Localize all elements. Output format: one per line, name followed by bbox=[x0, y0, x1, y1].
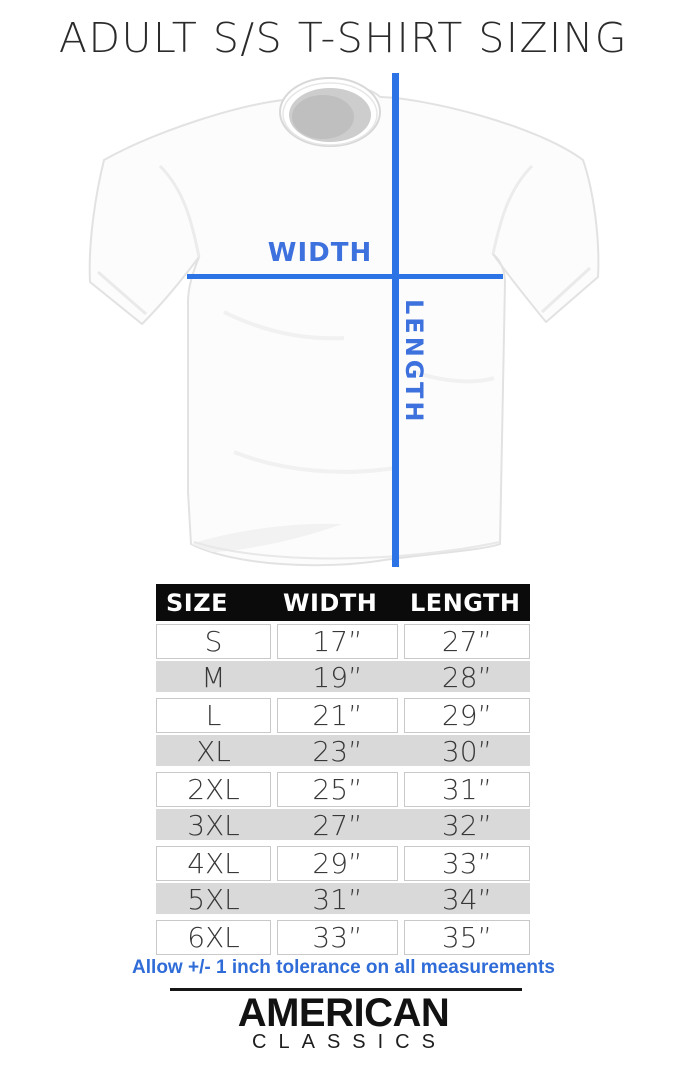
cell-size: 5XL bbox=[187, 883, 240, 916]
table-row bbox=[156, 695, 530, 732]
cell-length: 29” bbox=[404, 698, 530, 733]
header-cell-size: SIZE bbox=[166, 588, 229, 617]
header-cell-width: WIDTH bbox=[283, 588, 378, 617]
cell-length: 34” bbox=[441, 883, 493, 916]
table-row bbox=[156, 843, 530, 880]
cell-length: 27” bbox=[404, 624, 530, 659]
cell-size: S bbox=[156, 624, 271, 659]
table-body bbox=[156, 621, 530, 954]
length-measure-line bbox=[392, 73, 399, 567]
width-measure-line bbox=[187, 274, 503, 279]
length-label: LENGTH bbox=[400, 299, 428, 425]
brand-name: AMERICAN bbox=[237, 991, 450, 1035]
cell-length: 33” bbox=[404, 846, 530, 881]
cell-size: L bbox=[156, 698, 271, 733]
cell-size: 3XL bbox=[187, 809, 240, 842]
brand-subname: CLASSICS bbox=[252, 1031, 447, 1053]
cell-length: 30” bbox=[441, 735, 493, 768]
cell-size: 2XL bbox=[156, 772, 271, 807]
table-header bbox=[156, 584, 530, 621]
cell-width: 17” bbox=[277, 624, 398, 659]
cell-width: 19” bbox=[312, 661, 363, 694]
cell-size: 4XL bbox=[156, 846, 271, 881]
table-row bbox=[156, 769, 530, 806]
cell-size: 6XL bbox=[156, 920, 271, 955]
tshirt-illustration bbox=[84, 72, 604, 572]
cell-size: XL bbox=[196, 735, 231, 768]
table-row bbox=[156, 917, 530, 954]
size-table bbox=[156, 584, 530, 954]
cell-width: 23” bbox=[312, 735, 363, 768]
cell-size: M bbox=[201, 661, 226, 694]
cell-length: 28” bbox=[441, 661, 493, 694]
cell-length: 32” bbox=[441, 809, 493, 842]
table-row bbox=[156, 732, 530, 769]
cell-width: 33” bbox=[277, 920, 398, 955]
cell-width: 27” bbox=[312, 809, 363, 842]
header-cell-length: LENGTH bbox=[410, 588, 521, 617]
page-title: ADULT S/S T-SHIRT SIZING bbox=[58, 14, 629, 62]
width-label: WIDTH bbox=[267, 238, 373, 268]
table-row bbox=[156, 658, 530, 695]
table-row bbox=[156, 806, 530, 843]
cell-width: 21” bbox=[277, 698, 398, 733]
table-row bbox=[156, 621, 530, 658]
cell-width: 25” bbox=[277, 772, 398, 807]
table-row bbox=[156, 880, 530, 917]
cell-length: 31” bbox=[404, 772, 530, 807]
cell-width: 29” bbox=[277, 846, 398, 881]
tshirt-photo bbox=[84, 72, 604, 572]
cell-width: 31” bbox=[312, 883, 363, 916]
cell-length: 35” bbox=[404, 920, 530, 955]
tolerance-note: Allow +/- 1 inch tolerance on all measurements bbox=[132, 957, 555, 978]
